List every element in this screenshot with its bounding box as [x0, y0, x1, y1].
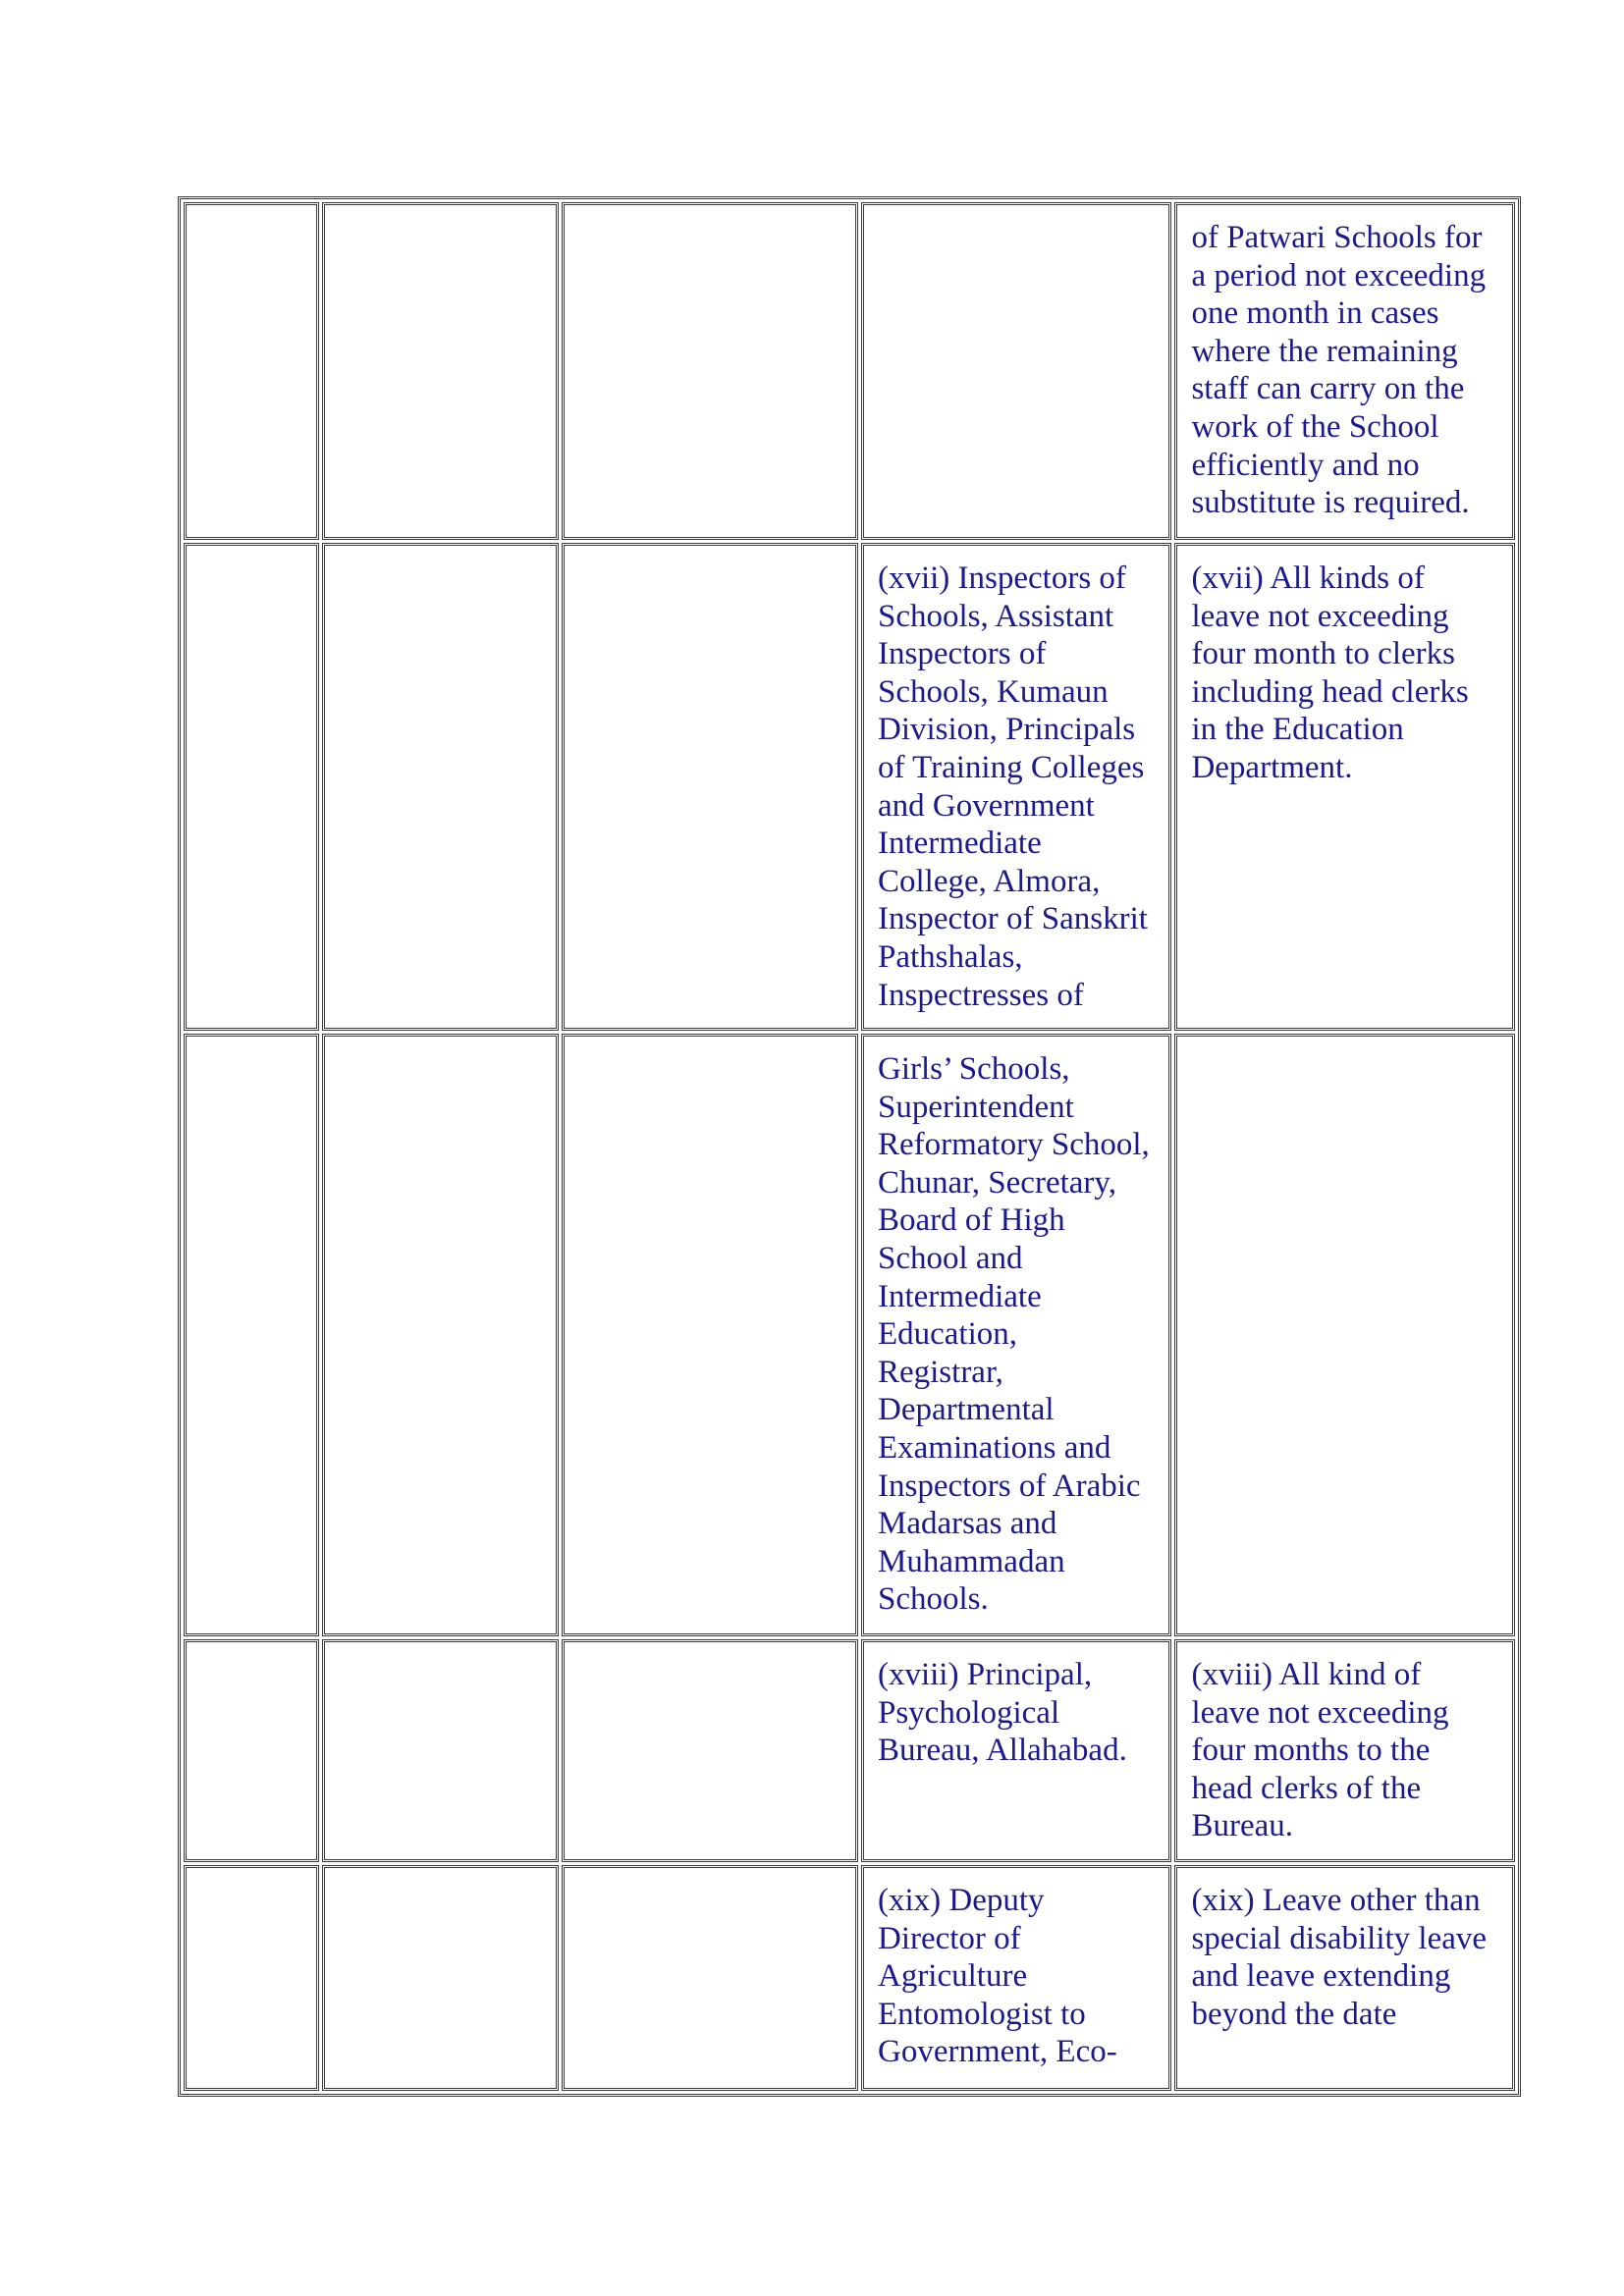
powers-text: (xvii) All kinds of leave not exceeding four month to clerks including head clerks in the Education Department. — [1191, 561, 1469, 785]
table-row — [184, 543, 1515, 1031]
powers-cell — [1174, 543, 1515, 1031]
empty-cell — [322, 1639, 558, 1862]
authority-text: (xviii) Principal, Psychological Bureau, Allahabad. — [877, 1657, 1127, 1769]
empty-cell — [322, 1034, 558, 1636]
authority-cell — [861, 1034, 1171, 1636]
authority-cell — [861, 1639, 1171, 1862]
empty-cell — [562, 543, 858, 1031]
empty-cell — [184, 543, 319, 1031]
authority-text: (xix) Deputy Director of Agriculture Entomologist to Government, Eco- — [877, 1883, 1117, 2070]
empty-cell — [562, 202, 858, 540]
empty-cell — [184, 202, 319, 540]
authority-cell — [861, 202, 1171, 540]
empty-cell — [184, 1639, 319, 1862]
empty-cell — [322, 1865, 558, 2091]
table-row — [184, 1639, 1515, 1862]
empty-cell — [562, 1639, 858, 1862]
document-table — [178, 196, 1521, 2097]
empty-cell — [184, 1865, 319, 2091]
powers-text: of Patwari Schools for a period not exceeding one month in cases where the remaining staff can carry on the work of the School efficiently and no substitute is required. — [1191, 220, 1487, 521]
powers-cell — [1174, 1865, 1515, 2091]
empty-cell — [184, 1034, 319, 1636]
powers-cell — [1174, 202, 1515, 540]
table-row — [184, 202, 1515, 540]
powers-text: (xix) Leave other than special disability leave and leave extending beyond the date — [1191, 1883, 1488, 2032]
powers-cell — [1174, 1639, 1515, 1862]
empty-cell — [562, 1865, 858, 2091]
authority-text: Girls’ Schools, Superintendent Reformatory School, Chunar, Secretary, Board of High School and Intermediate Education, Registrar, Departmental Examinations and Inspectors of Arabic Madarsas and Muhammadan Schools. — [877, 1051, 1150, 1618]
powers-cell — [1174, 1034, 1515, 1636]
authority-text: (xvii) Inspectors of Schools, Assistant Inspectors of Schools, Kumaun Division, Principals of Training Colleges and Government Intermediate College, Almora, Inspector of Sanskrit Pathshalas, Inspectresses of — [877, 561, 1148, 1013]
empty-cell — [322, 202, 558, 540]
authority-cell — [861, 1865, 1171, 2091]
table-row — [184, 1034, 1515, 1636]
empty-cell — [322, 543, 558, 1031]
table-row — [184, 1865, 1515, 2091]
empty-cell — [562, 1034, 858, 1636]
powers-text: (xviii) All kind of leave not exceeding four months to the head clerks of the Bureau. — [1191, 1657, 1449, 1844]
authority-cell — [861, 543, 1171, 1031]
